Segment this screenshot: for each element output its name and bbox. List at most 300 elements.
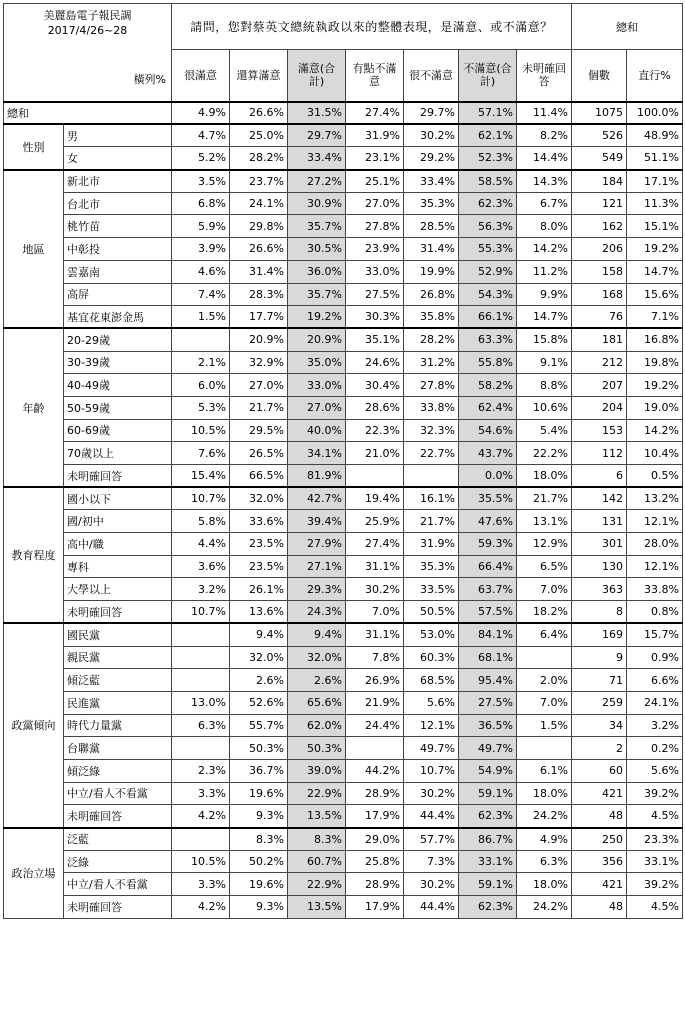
data-cell: 0.0% bbox=[459, 465, 517, 488]
data-cell: 65.6% bbox=[288, 691, 346, 714]
data-cell: 52.3% bbox=[459, 147, 517, 170]
row-label: 民進黨 bbox=[64, 691, 172, 714]
data-cell: 5.6% bbox=[404, 691, 459, 714]
data-cell: 39.4% bbox=[288, 510, 346, 533]
data-cell: 16.8% bbox=[627, 328, 683, 351]
table-row bbox=[4, 306, 683, 329]
row-label: 中立/看人不看黨 bbox=[64, 782, 172, 805]
data-cell: 52.9% bbox=[459, 260, 517, 283]
row-label: 國/初中 bbox=[64, 510, 172, 533]
data-cell: 10.6% bbox=[517, 396, 572, 419]
data-cell: 19.8% bbox=[627, 351, 683, 374]
data-cell: 13.2% bbox=[627, 487, 683, 510]
data-cell: 363 bbox=[572, 578, 627, 601]
data-cell: 39.0% bbox=[288, 759, 346, 782]
data-cell: 9.1% bbox=[517, 351, 572, 374]
data-cell: 21.9% bbox=[346, 691, 404, 714]
table-row bbox=[4, 124, 683, 147]
data-cell: 17.9% bbox=[346, 896, 404, 919]
data-cell: 11.3% bbox=[627, 192, 683, 215]
data-cell: 4.2% bbox=[172, 896, 230, 919]
data-cell: 39.2% bbox=[627, 873, 683, 896]
data-cell: 21.0% bbox=[346, 442, 404, 465]
data-cell: 62.1% bbox=[459, 124, 517, 147]
data-cell: 33.0% bbox=[288, 374, 346, 397]
row-label: 高中/職 bbox=[64, 533, 172, 556]
data-cell: 31.9% bbox=[404, 533, 459, 556]
data-cell: 0.2% bbox=[627, 737, 683, 760]
data-cell: 27.8% bbox=[404, 374, 459, 397]
data-cell: 30.3% bbox=[346, 306, 404, 329]
row-label: 未明確回答 bbox=[64, 465, 172, 488]
data-cell: 26.6% bbox=[230, 102, 288, 125]
table-row bbox=[4, 828, 683, 851]
data-cell: 6.0% bbox=[172, 374, 230, 397]
data-cell: 2.1% bbox=[172, 351, 230, 374]
data-cell: 19.2% bbox=[627, 374, 683, 397]
data-cell: 5.6% bbox=[627, 759, 683, 782]
table-row bbox=[4, 896, 683, 919]
data-cell: 48 bbox=[572, 896, 627, 919]
data-cell: 421 bbox=[572, 873, 627, 896]
data-cell: 4.4% bbox=[172, 533, 230, 556]
data-cell: 212 bbox=[572, 351, 627, 374]
data-cell: 16.1% bbox=[404, 487, 459, 510]
data-cell: 15.4% bbox=[172, 465, 230, 488]
table-row bbox=[4, 578, 683, 601]
table-row bbox=[4, 147, 683, 170]
data-cell: 30.4% bbox=[346, 374, 404, 397]
data-cell: 22.2% bbox=[517, 442, 572, 465]
data-cell: 169 bbox=[572, 623, 627, 646]
data-cell: 301 bbox=[572, 533, 627, 556]
data-cell: 6.8% bbox=[172, 192, 230, 215]
table-row bbox=[4, 419, 683, 442]
data-cell: 10.7% bbox=[404, 759, 459, 782]
data-cell: 14.4% bbox=[517, 147, 572, 170]
data-cell: 31.2% bbox=[404, 351, 459, 374]
data-cell: 60.3% bbox=[404, 646, 459, 669]
data-cell: 59.1% bbox=[459, 782, 517, 805]
data-cell: 142 bbox=[572, 487, 627, 510]
data-cell: 10.7% bbox=[172, 601, 230, 624]
data-cell: 62.0% bbox=[288, 714, 346, 737]
data-cell: 48 bbox=[572, 805, 627, 828]
data-cell: 3.3% bbox=[172, 873, 230, 896]
data-cell: 39.2% bbox=[627, 782, 683, 805]
data-cell: 23.1% bbox=[346, 147, 404, 170]
data-cell: 19.2% bbox=[627, 238, 683, 261]
row-label: 台聯黨 bbox=[64, 737, 172, 760]
data-cell: 33.0% bbox=[346, 260, 404, 283]
row-label: 30-39歲 bbox=[64, 351, 172, 374]
data-cell: 33.8% bbox=[627, 578, 683, 601]
data-cell: 47.6% bbox=[459, 510, 517, 533]
data-cell: 3.9% bbox=[172, 238, 230, 261]
data-cell: 28.9% bbox=[346, 782, 404, 805]
data-cell: 10.4% bbox=[627, 442, 683, 465]
group-label: 地區 bbox=[4, 170, 64, 329]
data-cell: 7.0% bbox=[346, 601, 404, 624]
data-cell: 22.7% bbox=[404, 442, 459, 465]
data-cell: 1075 bbox=[572, 102, 627, 125]
data-cell: 33.8% bbox=[404, 396, 459, 419]
data-cell: 36.5% bbox=[459, 714, 517, 737]
data-cell: 23.9% bbox=[346, 238, 404, 261]
data-cell: 27.0% bbox=[288, 396, 346, 419]
data-cell: 95.4% bbox=[459, 669, 517, 692]
data-cell: 206 bbox=[572, 238, 627, 261]
row-label: 時代力量黨 bbox=[64, 714, 172, 737]
data-cell: 162 bbox=[572, 215, 627, 238]
data-cell: 30.5% bbox=[288, 238, 346, 261]
table-row bbox=[4, 374, 683, 397]
row-label: 台北市 bbox=[64, 192, 172, 215]
data-cell: 44.4% bbox=[404, 896, 459, 919]
data-cell: 57.5% bbox=[459, 601, 517, 624]
data-cell: 549 bbox=[572, 147, 627, 170]
data-cell: 27.8% bbox=[346, 215, 404, 238]
data-cell: 8 bbox=[572, 601, 627, 624]
table-row bbox=[4, 487, 683, 510]
data-cell: 21.7% bbox=[404, 510, 459, 533]
data-cell: 19.6% bbox=[230, 873, 288, 896]
data-cell: 29.0% bbox=[346, 828, 404, 851]
data-cell: 158 bbox=[572, 260, 627, 283]
data-cell: 28.2% bbox=[230, 147, 288, 170]
data-cell: 11.4% bbox=[517, 102, 572, 125]
data-cell: 2.0% bbox=[517, 669, 572, 692]
data-cell: 2.3% bbox=[172, 759, 230, 782]
data-cell: 28.0% bbox=[627, 533, 683, 556]
data-cell: 19.4% bbox=[346, 487, 404, 510]
data-cell: 55.8% bbox=[459, 351, 517, 374]
data-cell: 2.6% bbox=[230, 669, 288, 692]
data-cell: 29.2% bbox=[404, 147, 459, 170]
data-cell: 17.7% bbox=[230, 306, 288, 329]
table-row bbox=[4, 623, 683, 646]
data-cell: 12.9% bbox=[517, 533, 572, 556]
data-cell: 71 bbox=[572, 669, 627, 692]
row-label: 桃竹苗 bbox=[64, 215, 172, 238]
data-cell: 0.5% bbox=[627, 465, 683, 488]
group-label: 政黨傾向 bbox=[4, 623, 64, 827]
data-cell: 27.4% bbox=[346, 102, 404, 125]
group-label: 政治立場 bbox=[4, 828, 64, 919]
data-cell: 66.4% bbox=[459, 555, 517, 578]
data-cell: 35.7% bbox=[288, 283, 346, 306]
table-row bbox=[4, 669, 683, 692]
data-cell: 44.4% bbox=[404, 805, 459, 828]
data-cell: 23.7% bbox=[230, 170, 288, 193]
row-label: 60-69歲 bbox=[64, 419, 172, 442]
data-cell: 31.4% bbox=[230, 260, 288, 283]
data-cell: 7.3% bbox=[404, 850, 459, 873]
data-cell: 8.2% bbox=[517, 124, 572, 147]
row-label: 40-49歲 bbox=[64, 374, 172, 397]
data-cell: 54.6% bbox=[459, 419, 517, 442]
data-cell: 9.4% bbox=[230, 623, 288, 646]
data-cell: 29.5% bbox=[230, 419, 288, 442]
data-cell: 34.1% bbox=[288, 442, 346, 465]
data-cell: 181 bbox=[572, 328, 627, 351]
data-cell: 33.6% bbox=[230, 510, 288, 533]
group-label: 教育程度 bbox=[4, 487, 64, 623]
data-cell: 6.3% bbox=[172, 714, 230, 737]
data-cell: 28.2% bbox=[404, 328, 459, 351]
data-cell: 66.1% bbox=[459, 306, 517, 329]
data-cell: 52.6% bbox=[230, 691, 288, 714]
table-row bbox=[4, 601, 683, 624]
data-cell bbox=[517, 646, 572, 669]
data-cell: 63.7% bbox=[459, 578, 517, 601]
data-cell: 9.3% bbox=[230, 805, 288, 828]
data-cell: 24.1% bbox=[230, 192, 288, 215]
data-cell: 204 bbox=[572, 396, 627, 419]
data-cell: 14.2% bbox=[517, 238, 572, 261]
data-cell: 26.6% bbox=[230, 238, 288, 261]
data-cell: 30.2% bbox=[346, 578, 404, 601]
data-cell: 14.7% bbox=[627, 260, 683, 283]
data-cell: 26.9% bbox=[346, 669, 404, 692]
data-cell: 15.7% bbox=[627, 623, 683, 646]
row-label: 傾泛綠 bbox=[64, 759, 172, 782]
table-row bbox=[4, 646, 683, 669]
table-row bbox=[4, 533, 683, 556]
data-cell: 27.5% bbox=[459, 691, 517, 714]
column-header: 滿意(合計) bbox=[288, 50, 346, 102]
data-cell: 121 bbox=[572, 192, 627, 215]
data-cell: 86.7% bbox=[459, 828, 517, 851]
row-label: 泛藍 bbox=[64, 828, 172, 851]
data-cell: 526 bbox=[572, 124, 627, 147]
data-cell: 32.0% bbox=[288, 646, 346, 669]
row-label: 國小以下 bbox=[64, 487, 172, 510]
data-cell: 18.0% bbox=[517, 873, 572, 896]
data-cell: 49.7% bbox=[404, 737, 459, 760]
data-cell: 30.9% bbox=[288, 192, 346, 215]
survey-date: 2017/4/26~28 bbox=[47, 24, 128, 37]
table-row bbox=[4, 215, 683, 238]
row-label: 20-29歲 bbox=[64, 328, 172, 351]
data-cell: 29.7% bbox=[404, 102, 459, 125]
data-cell: 15.6% bbox=[627, 283, 683, 306]
data-cell: 23.3% bbox=[627, 828, 683, 851]
row-label: 新北市 bbox=[64, 170, 172, 193]
data-cell: 33.4% bbox=[404, 170, 459, 193]
data-cell: 22.9% bbox=[288, 782, 346, 805]
row-label: 基宜花東澎金馬 bbox=[64, 306, 172, 329]
data-cell: 168 bbox=[572, 283, 627, 306]
table-row bbox=[4, 737, 683, 760]
data-cell: 4.2% bbox=[172, 805, 230, 828]
table-row bbox=[4, 238, 683, 261]
data-cell: 57.1% bbox=[459, 102, 517, 125]
data-cell: 2.6% bbox=[288, 669, 346, 692]
table-row bbox=[4, 260, 683, 283]
data-cell: 60 bbox=[572, 759, 627, 782]
survey-title: 美麗島電子報民調 bbox=[43, 9, 132, 22]
row-label: 未明確回答 bbox=[64, 896, 172, 919]
data-cell bbox=[404, 465, 459, 488]
data-cell: 7.4% bbox=[172, 283, 230, 306]
data-cell: 62.3% bbox=[459, 192, 517, 215]
data-cell: 27.4% bbox=[346, 533, 404, 556]
data-cell: 32.0% bbox=[230, 646, 288, 669]
data-cell: 84.1% bbox=[459, 623, 517, 646]
table-row bbox=[4, 805, 683, 828]
data-cell: 18.0% bbox=[517, 465, 572, 488]
data-cell: 62.3% bbox=[459, 896, 517, 919]
row-label: 女 bbox=[64, 147, 172, 170]
data-cell: 30.2% bbox=[404, 782, 459, 805]
data-cell: 9.9% bbox=[517, 283, 572, 306]
data-cell: 32.3% bbox=[404, 419, 459, 442]
data-cell: 55.3% bbox=[459, 238, 517, 261]
data-cell: 35.0% bbox=[288, 351, 346, 374]
table-row bbox=[4, 850, 683, 873]
data-cell: 35.8% bbox=[404, 306, 459, 329]
data-cell: 31.9% bbox=[346, 124, 404, 147]
row-label: 70歲以上 bbox=[64, 442, 172, 465]
row-label: 雲嘉南 bbox=[64, 260, 172, 283]
data-cell: 63.3% bbox=[459, 328, 517, 351]
group-label: 性別 bbox=[4, 124, 64, 169]
data-cell: 48.9% bbox=[627, 124, 683, 147]
data-cell: 0.9% bbox=[627, 646, 683, 669]
data-cell: 10.5% bbox=[172, 419, 230, 442]
data-cell: 68.1% bbox=[459, 646, 517, 669]
data-cell: 4.5% bbox=[627, 805, 683, 828]
data-cell: 6.4% bbox=[517, 623, 572, 646]
data-cell: 13.5% bbox=[288, 805, 346, 828]
data-cell: 11.2% bbox=[517, 260, 572, 283]
data-cell: 28.3% bbox=[230, 283, 288, 306]
data-cell: 49.7% bbox=[459, 737, 517, 760]
row-label: 中彰投 bbox=[64, 238, 172, 261]
row-label: 高屏 bbox=[64, 283, 172, 306]
data-cell: 60.7% bbox=[288, 850, 346, 873]
table-row bbox=[4, 283, 683, 306]
data-cell: 33.1% bbox=[459, 850, 517, 873]
data-cell: 184 bbox=[572, 170, 627, 193]
data-cell: 6.5% bbox=[517, 555, 572, 578]
row-label: 泛綠 bbox=[64, 850, 172, 873]
group-label: 年齡 bbox=[4, 328, 64, 487]
data-cell: 21.7% bbox=[517, 487, 572, 510]
data-cell: 23.5% bbox=[230, 533, 288, 556]
data-cell: 20.9% bbox=[288, 328, 346, 351]
data-cell: 66.5% bbox=[230, 465, 288, 488]
table-row bbox=[4, 714, 683, 737]
data-cell: 54.3% bbox=[459, 283, 517, 306]
data-cell: 55.7% bbox=[230, 714, 288, 737]
data-cell: 1.5% bbox=[517, 714, 572, 737]
data-cell: 56.3% bbox=[459, 215, 517, 238]
data-cell: 4.9% bbox=[517, 828, 572, 851]
data-cell: 24.2% bbox=[517, 896, 572, 919]
data-cell: 50.2% bbox=[230, 850, 288, 873]
data-cell: 50.3% bbox=[288, 737, 346, 760]
data-cell: 13.0% bbox=[172, 691, 230, 714]
row-label: 大學以上 bbox=[64, 578, 172, 601]
data-cell: 24.6% bbox=[346, 351, 404, 374]
data-cell: 9.3% bbox=[230, 896, 288, 919]
data-cell bbox=[172, 828, 230, 851]
row-label: 男 bbox=[64, 124, 172, 147]
data-cell: 6.3% bbox=[517, 850, 572, 873]
data-cell: 62.3% bbox=[459, 805, 517, 828]
data-cell: 7.8% bbox=[346, 646, 404, 669]
data-cell: 81.9% bbox=[288, 465, 346, 488]
data-cell: 5.3% bbox=[172, 396, 230, 419]
data-cell: 20.9% bbox=[230, 328, 288, 351]
data-cell: 5.2% bbox=[172, 147, 230, 170]
table-row bbox=[4, 442, 683, 465]
data-cell: 30.2% bbox=[404, 873, 459, 896]
data-cell: 8.0% bbox=[517, 215, 572, 238]
data-cell: 4.9% bbox=[172, 102, 230, 125]
data-cell: 36.0% bbox=[288, 260, 346, 283]
data-cell: 0.8% bbox=[627, 601, 683, 624]
data-cell: 5.4% bbox=[517, 419, 572, 442]
data-cell: 57.7% bbox=[404, 828, 459, 851]
data-cell: 130 bbox=[572, 555, 627, 578]
data-cell: 131 bbox=[572, 510, 627, 533]
data-cell: 59.1% bbox=[459, 873, 517, 896]
data-cell: 19.9% bbox=[404, 260, 459, 283]
data-cell: 7.1% bbox=[627, 306, 683, 329]
data-cell bbox=[172, 669, 230, 692]
data-cell: 27.2% bbox=[288, 170, 346, 193]
data-cell: 356 bbox=[572, 850, 627, 873]
data-cell: 15.8% bbox=[517, 328, 572, 351]
data-cell: 12.1% bbox=[404, 714, 459, 737]
data-cell: 31.1% bbox=[346, 555, 404, 578]
data-cell: 13.5% bbox=[288, 896, 346, 919]
data-cell: 27.5% bbox=[346, 283, 404, 306]
question-header: 請問，您對蔡英文總統執政以來的整體表現，是滿意、或不滿意？ bbox=[172, 4, 572, 50]
data-cell bbox=[172, 328, 230, 351]
data-cell: 13.1% bbox=[517, 510, 572, 533]
data-cell: 9 bbox=[572, 646, 627, 669]
data-cell: 58.5% bbox=[459, 170, 517, 193]
data-cell: 30.2% bbox=[404, 124, 459, 147]
column-header: 個數 bbox=[572, 50, 627, 102]
data-cell: 28.5% bbox=[404, 215, 459, 238]
data-cell: 4.6% bbox=[172, 260, 230, 283]
table-title-cell bbox=[4, 4, 172, 102]
data-cell: 25.0% bbox=[230, 124, 288, 147]
data-cell: 33.5% bbox=[404, 578, 459, 601]
data-cell: 25.9% bbox=[346, 510, 404, 533]
data-cell bbox=[346, 465, 404, 488]
table-row bbox=[4, 782, 683, 805]
data-cell: 58.2% bbox=[459, 374, 517, 397]
row-label: 50-59歲 bbox=[64, 396, 172, 419]
data-cell: 26.8% bbox=[404, 283, 459, 306]
data-cell: 15.1% bbox=[627, 215, 683, 238]
data-cell: 27.1% bbox=[288, 555, 346, 578]
data-cell: 76 bbox=[572, 306, 627, 329]
data-cell: 10.7% bbox=[172, 487, 230, 510]
data-cell: 18.0% bbox=[517, 782, 572, 805]
table-row bbox=[4, 328, 683, 351]
data-cell: 17.9% bbox=[346, 805, 404, 828]
table-row bbox=[4, 465, 683, 488]
data-cell: 35.5% bbox=[459, 487, 517, 510]
table-row bbox=[4, 555, 683, 578]
